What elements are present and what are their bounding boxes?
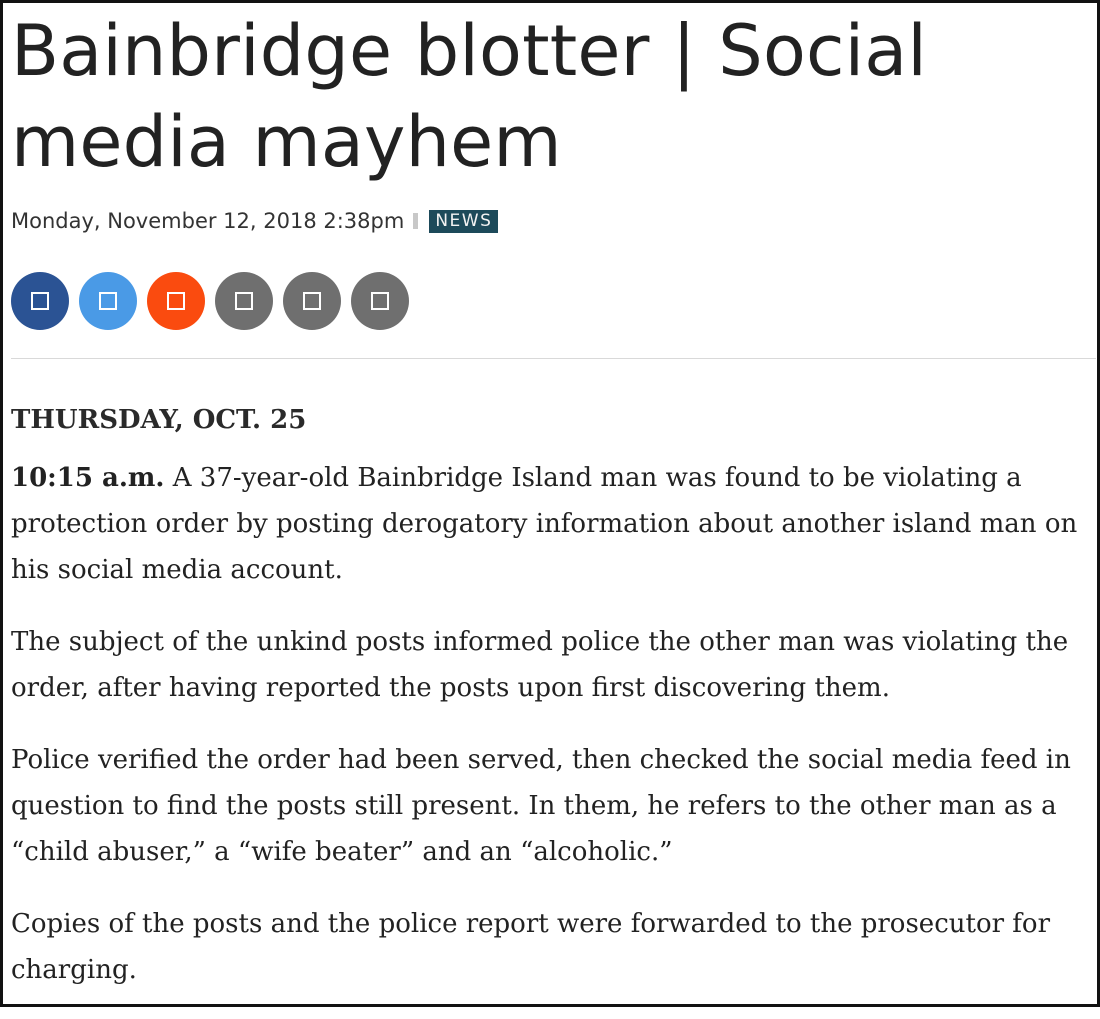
body-paragraph (11, 455, 1096, 593)
publish-date: Monday, November 12, 2018 2:38pm (11, 209, 405, 233)
divider-rule (11, 358, 1096, 359)
more-icon (371, 292, 389, 310)
article (11, 6, 1096, 1019)
body-paragraph: Police verified the order had been served, then checked the social media feed in question to find the posts still present. In them, he refers to the other man as a “child abuser,” a “wife beater” and an “alcoholic.” (11, 745, 1071, 867)
share-button-reddit[interactable] (147, 272, 205, 330)
facebook-icon (31, 292, 49, 310)
share-button-print[interactable] (215, 272, 273, 330)
category-badge[interactable]: NEWS (429, 210, 498, 233)
body-paragraph: The subject of the unkind posts informed police the other man was violating the order, after having reported the posts upon first discovering them. (11, 627, 1069, 703)
reddit-icon (167, 292, 185, 310)
share-button-more[interactable] (351, 272, 409, 330)
article-headline: Bainbridge blotter | Social media mayhem (11, 10, 928, 183)
print-icon (235, 292, 253, 310)
share-button-email[interactable] (283, 272, 341, 330)
article-body (11, 405, 1096, 993)
body-paragraph: Copies of the posts and the police report were forwarded to the prosecutor for charging. (11, 909, 1050, 985)
twitter-icon (99, 292, 117, 310)
share-button-twitter[interactable] (79, 272, 137, 330)
day-heading: THURSDAY, OCT. 25 (11, 405, 307, 435)
share-button-facebook[interactable] (11, 272, 69, 330)
email-icon (303, 292, 321, 310)
article-meta (11, 208, 1096, 234)
incident-time: 10:15 a.m. (11, 463, 165, 493)
meta-divider (413, 213, 418, 229)
share-buttons (11, 272, 1096, 330)
paragraph-text: A 37-year-old Bainbridge Island man was found to be violating a protection order by posting derogatory information about another island man on his social media account. (11, 463, 1078, 585)
